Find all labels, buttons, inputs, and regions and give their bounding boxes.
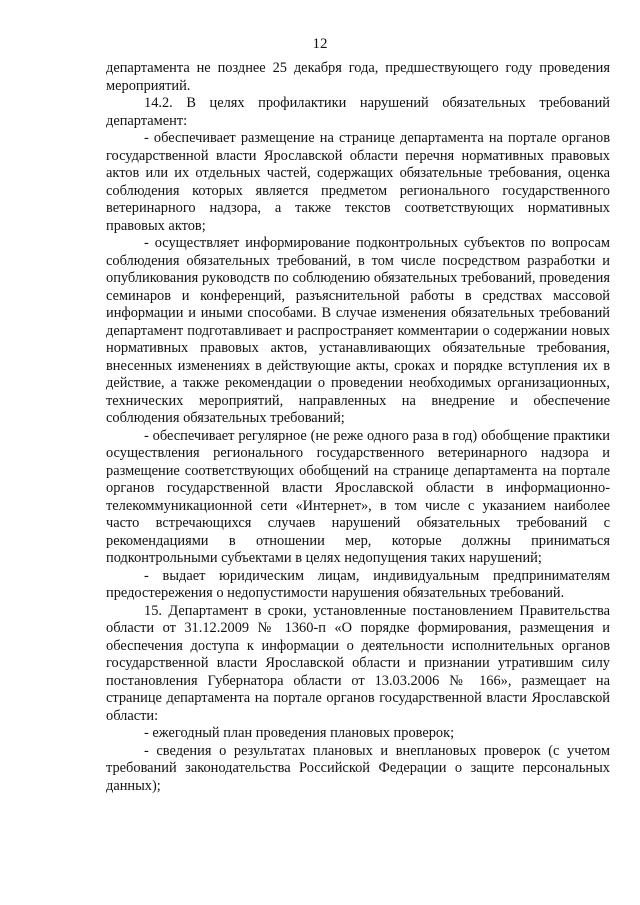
- list-item-warnings: - выдает юридическим лицам, индивидуальным предпринимателям предостережения о недопустимости нарушения обязательных требований.: [106, 567, 610, 601]
- document-body: [106, 60, 610, 795]
- page-number: 12: [312, 36, 328, 52]
- list-item-generalization: - обеспечивает регулярное (не реже одного раза в год) обобщение практики осуществления регионального государственного ветеринарного надзора и размещение соответствующих обобщений на странице департамента на портале органов государственной власти Ярославской области в информационно-телекоммуникационной сети «Интернет», в том числе с указанием наиболее часто встречающихся случаев нарушений обязательных требований с рекомендациями в отношении мер, которые должны приниматься подконтрольными субъектами в целях недопущения таких нарушений;: [106, 427, 610, 566]
- list-item-informing: - осуществляет информирование подконтрольных субъектов по вопросам соблюдения обязательных требований, в том числе посредством разработки и опубликования руководств по соблюдению обязательных требований, проведения семинаров и конференций, разъяснительной работы в средствах массовой информации и иными способами. В случае изменения обязательных требований департамент подготавливает и распространяет комментарии о содержании новых нормативных правовых актов, устанавливающих обязательные требования, внесенных изменениях в действующие акты, сроках и порядке вступления их в действие, а также рекомендации о проведении необходимых организационных, технических мероприятий, направленных на внедрение и обеспечение соблюдения обязательных требований;: [106, 235, 610, 426]
- paragraph-continuation: департамента не позднее 25 декабря года, предшествующего году проведения мероприятий.: [106, 60, 610, 94]
- list-item-publication: - обеспечивает размещение на странице департамента на портале органов государственной власти Ярославской области перечня нормативных правовых актов или их отдельных частей, содержащих обязательные требования, оценка соблюдения которых является предметом регионального государственного ветеринарного надзора, а также текстов соответствующих нормативных правовых актов;: [106, 130, 610, 234]
- paragraph-15: 15. Департамент в сроки, установленные постановлением Правительства области от 31.12.2009 № 1360-п «О порядке формирования, размещения и обеспечения доступа к информации о деятельности исполнительных органов государственной власти Ярославской области и признании утратившим силу постановления Губернатора области от 13.03.2006 № 166», размещает на странице департамента на портале органов государственной власти Ярославской области:: [106, 602, 610, 724]
- list-item-annual-plan: - ежегодный план проведения плановых проверок;: [144, 725, 455, 741]
- list-item-inspection-results: - сведения о результатах плановых и внеплановых проверок (с учетом требований законодательства Российской Федерации о защите персональных данных);: [106, 742, 610, 794]
- paragraph-14-2: 14.2. В целях профилактики нарушений обязательных требований департамент:: [106, 95, 610, 129]
